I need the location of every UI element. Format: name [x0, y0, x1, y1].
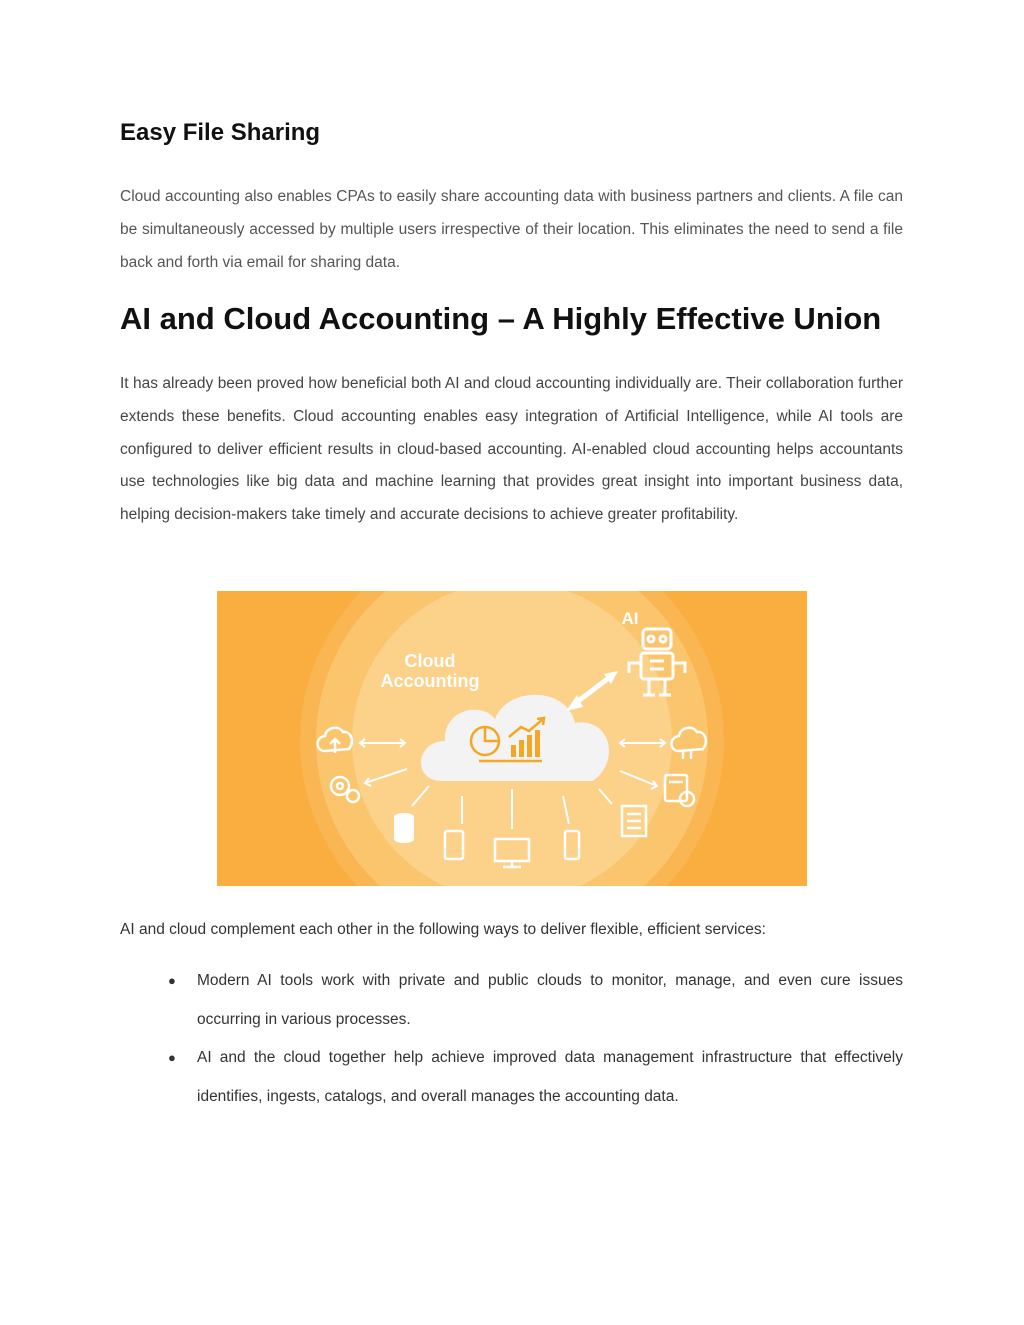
paragraph-complement-intro: AI and cloud complement each other in the following ways to deliver flexible, efficient services: — [120, 921, 766, 938]
list-item-text: Modern AI tools work with private and public clouds to monitor, manage, and even cure issues occurring in various processes. — [197, 972, 903, 1028]
section-heading-ai-cloud: AI and Cloud Accounting – A Highly Effective Union — [120, 301, 882, 336]
cloud-label-line1: Cloud — [404, 651, 456, 671]
section-heading-easy-file-sharing: Easy File Sharing — [120, 119, 321, 146]
benefit-list — [120, 962, 903, 1116]
ai-label: AI — [621, 609, 639, 628]
bullet-icon: ● — [168, 1050, 176, 1065]
list-item — [120, 1039, 903, 1116]
ai-cloud-accounting-illustration — [217, 591, 807, 886]
list-item-text: AI and the cloud together help achieve improved data management infrastructure that effectively identifies, ingests, catalogs, and overall manages the accounting data. — [197, 1049, 903, 1105]
list-item — [120, 962, 903, 1039]
cloud-label-line2: Accounting — [380, 671, 480, 691]
paragraph-ai-cloud: It has already been proved how beneficial both AI and cloud accounting individually are. Their collaboration further extends these benefits. Cloud accounting enables easy integration of Artificial Intelligence, while AI tools are configured to deliver efficient results in cloud-based accounting. AI-enabled cloud accounting helps accountants use technologies like big data and machine learning that provides great insight into important business data, helping decision-makers take timely and accurate decisions to achieve greater profitability. — [120, 375, 903, 524]
bullet-icon: ● — [168, 973, 176, 988]
database-icon — [394, 813, 414, 843]
paragraph-file-sharing: Cloud accounting also enables CPAs to easily share accounting data with business partners and clients. A file can be simultaneously accessed by multiple users irrespective of their location. This eliminates the need to send a file back and forth via email for sharing data. — [120, 188, 903, 271]
